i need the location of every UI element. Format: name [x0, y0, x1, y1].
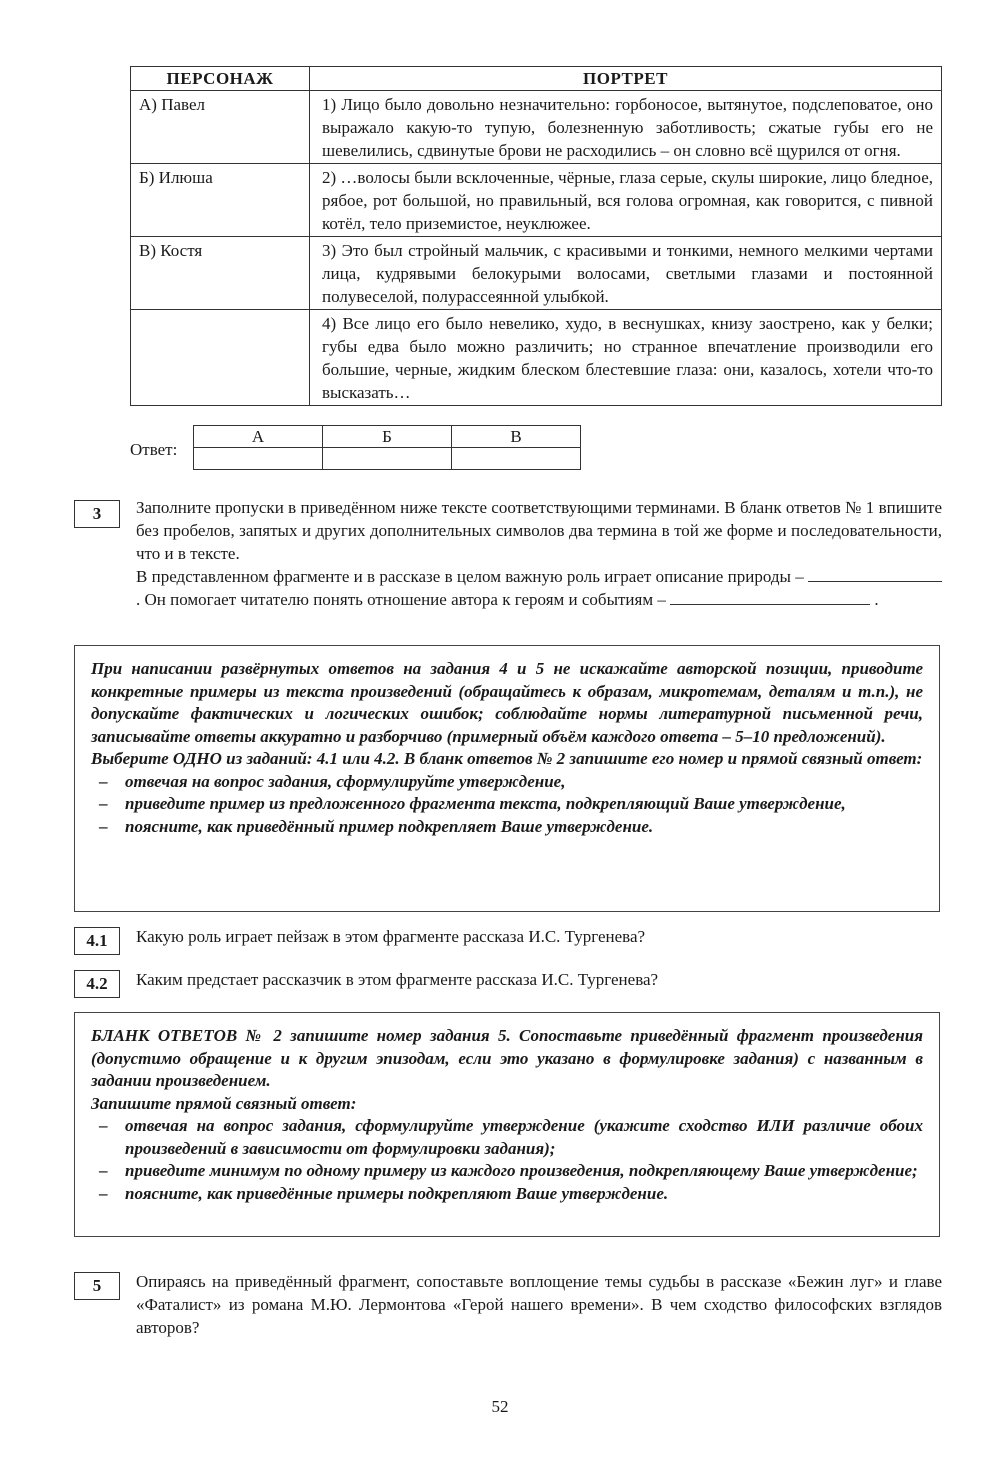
instruction-bullet — [91, 1183, 923, 1206]
task-3-text — [136, 496, 942, 611]
portrait-cell: 4) Все лицо его было невелико, худо, в веснушках, книзу заострено, как у белки; губы едва было можно различить; но странное впечатление производили его большие, черные, жидким блеском блестевшие глаза: они, казалось, хотели что-то высказать… — [310, 310, 942, 406]
instruction-list — [91, 771, 923, 839]
answer-column-b: Б — [323, 426, 452, 448]
task-3-number: 3 — [74, 500, 120, 528]
instruction-paragraph: Выберите ОДНО из заданий: 4.1 или 4.2. В бланк ответов № 2 запишите его номер и прямой связный ответ: — [91, 749, 923, 768]
task-3-sentence-2: . Он помогает читателю понять отношение автора к героям и событиям – — [136, 590, 666, 609]
answer-input-a[interactable] — [194, 448, 323, 470]
task-3-period: . — [874, 590, 879, 609]
portrait-cell: 3) Это был стройный мальчик, с красивыми и тонкими, немного мелкими чертами лица, кудрявыми белокурыми волосами, светлыми глазами и постоянной полувеселой, полурассеянной улыбкой. — [310, 237, 942, 310]
bullet-text: отвечая на вопрос задания, сформулируйте утверждение, — [125, 771, 566, 791]
instruction-bullet — [91, 1115, 923, 1160]
task-4-2-number: 4.2 — [74, 970, 120, 998]
table-header-row — [131, 67, 942, 91]
answer-column-a: А — [194, 426, 323, 448]
portrait-cell: 2) …волосы были всклоченные, чёрные, глаза серые, скулы широкие, лицо бледное, рябое, рот большой, но правильный, вся голова огромная, как говорится, с пивной котёл, тело приземистое, неуклюжее. — [310, 164, 942, 237]
answer-label: Ответ: — [130, 440, 178, 459]
task-3-gapped-text — [136, 565, 942, 611]
task-3-sentence-1: В представленном фрагменте и в рассказе в целом важную роль играет описание природы – — [136, 567, 804, 586]
portrait-cell: 1) Лицо было довольно незначительно: горбоносое, вытянутое, подслеповатое, оно выражало какую-то тупую, болезненную заботливость; сжатые губы его не шевелились, сдвинутые брови не расходились – он словно всё щурился от огня. — [310, 91, 942, 164]
answer-input-b[interactable] — [323, 448, 452, 470]
character-cell — [131, 310, 310, 406]
instruction-bullet — [91, 816, 923, 839]
task-5-number: 5 — [74, 1272, 120, 1300]
dash-marker: – — [99, 1161, 108, 1180]
dash-marker: – — [99, 1183, 108, 1203]
character-cell: Б) Илюша — [131, 164, 310, 237]
task-4-1-question: Какую роль играет пейзаж в этом фрагменте рассказа И.С. Тургенева? — [136, 927, 646, 946]
task-3-blank-2[interactable] — [670, 588, 870, 605]
instruction-bullet — [91, 1160, 923, 1183]
instruction-list — [91, 1115, 923, 1205]
answer-column-v: В — [452, 426, 581, 448]
bullet-text: поясните, как приведённый пример подкрепляет Ваше утверждение. — [125, 816, 654, 836]
answer-input-v[interactable] — [452, 448, 581, 470]
task-5-question: Опираясь на приведённый фрагмент, сопоставьте воплощение темы судьбы в рассказе «Бежин луг» и главе «Фаталист» из романа М.Ю. Лермонтова «Герой нашего времени». В чем сходство философских взглядов авторов? — [136, 1272, 942, 1337]
bullet-text: отвечая на вопрос задания, сформулируйте утверждение (укажите сходство ИЛИ различие обоих произведений в зависимости от формулировки задания); — [125, 1116, 923, 1158]
bullet-text: поясните, как приведённые примеры подкрепляют Ваше утверждение. — [125, 1183, 669, 1203]
bullet-text: приведите минимум по одному примеру из каждого произведения, подкрепляющему Ваше утверждение; — [125, 1161, 918, 1180]
character-cell: В) Костя — [131, 237, 310, 310]
instruction-box-tasks-4-5 — [74, 645, 940, 912]
answer-grid — [193, 425, 581, 470]
table-row — [131, 310, 942, 406]
instruction-bullet — [91, 793, 923, 816]
instruction-box-task-5 — [74, 1012, 940, 1237]
table-row — [131, 237, 942, 310]
header-character: ПЕРСОНАЖ — [131, 67, 310, 91]
dash-marker: – — [99, 1116, 108, 1135]
character-cell: А) Павел — [131, 91, 310, 164]
table-row — [131, 164, 942, 237]
instruction-bullet — [91, 771, 923, 794]
instruction-paragraph: БЛАНК ОТВЕТОВ № 2 запишите номер задания 5. Сопоставьте приведённый фрагмент произведения (допустимо обращение и к другим эпизодам, если это указано в формулировке задания) с названным в задании произведением. — [91, 1026, 923, 1090]
dash-marker: – — [99, 771, 108, 791]
instruction-paragraph: При написании развёрнутых ответов на задания 4 и 5 не искажайте авторской позиции, приводите конкретные примеры из текста произведений (обращайтесь к образам, микротемам, деталям и т.п.), не допускайте фактических и логических ошибок; соблюдайте нормы литературной письменной речи, записывайте ответы аккуратно и разборчиво (примерный объём каждого ответа – 5–10 предложений). — [91, 659, 923, 746]
matching-table — [130, 66, 942, 406]
instruction-paragraph: Запишите прямой связный ответ: — [91, 1093, 357, 1113]
dash-marker: – — [99, 816, 108, 836]
task-4-2-question: Каким предстает рассказчик в этом фрагменте рассказа И.С. Тургенева? — [136, 970, 659, 989]
bullet-text: приведите пример из предложенного фрагмента текста, подкрепляющий Ваше утверждение, — [125, 794, 846, 813]
task-4-1-number: 4.1 — [74, 927, 120, 955]
page-number: 52 — [491, 1397, 509, 1416]
dash-marker: – — [99, 794, 108, 813]
task-3-instructions: Заполните пропуски в приведённом ниже тексте соответствующими терминами. В бланк ответов № 1 впишите без пробелов, запятых и других дополнительных символов два термина в той же форме и последовательности, что и в тексте. — [136, 498, 942, 563]
header-portrait: ПОРТРЕТ — [310, 67, 942, 91]
table-row — [131, 91, 942, 164]
task-3-blank-1[interactable] — [808, 565, 942, 582]
